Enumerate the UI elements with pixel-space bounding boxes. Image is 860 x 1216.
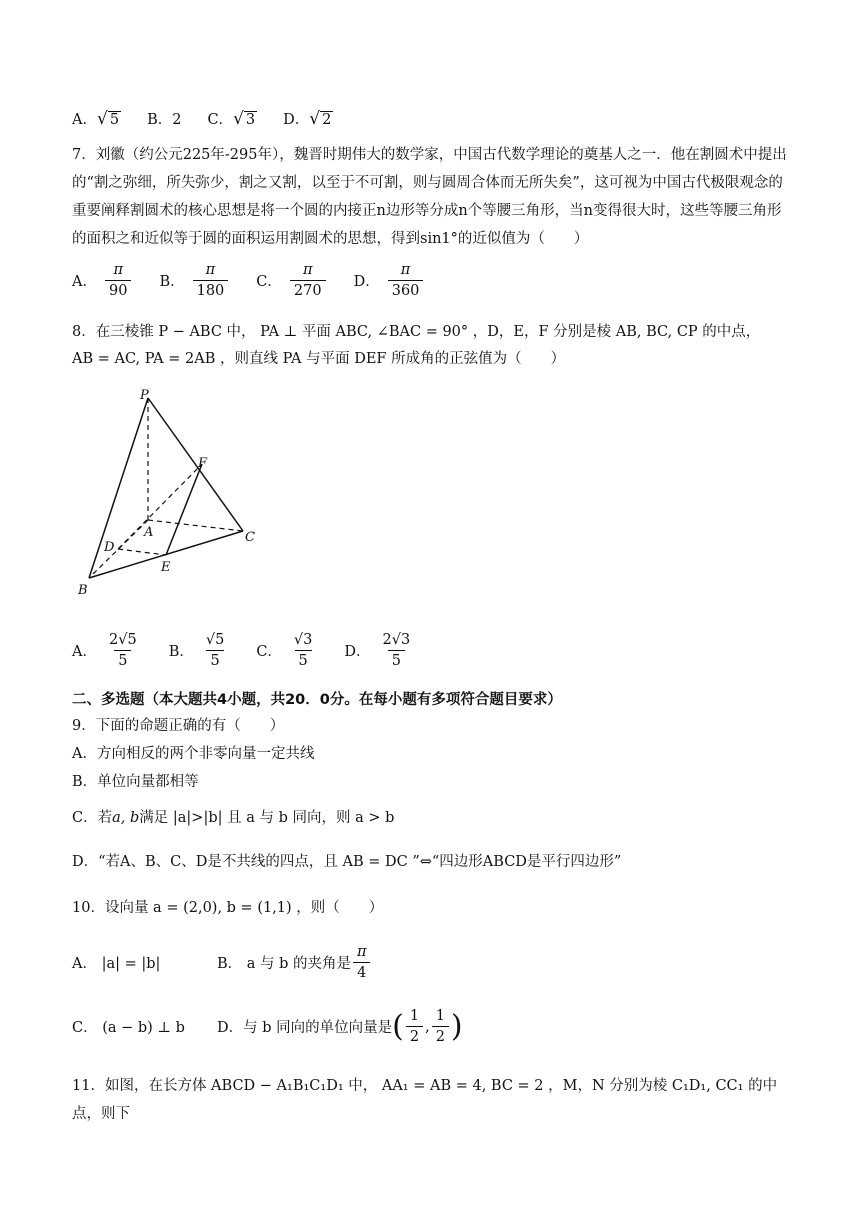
q8-option-b[interactable]: B． $\frac{√5}{5}$ <box>169 632 231 669</box>
q6-option-a[interactable]: A． √ 5 <box>72 108 120 129</box>
q9-stem: 9．下面的命题正确的有（ ） <box>72 718 285 734</box>
q8-option-d[interactable]: D． $\frac{2√3}{5}$ <box>344 632 416 669</box>
q7-options <box>72 262 451 299</box>
fraction: $\frac{1}{2}$ <box>432 1008 449 1045</box>
label-p: P <box>140 388 149 403</box>
label-e: E <box>161 560 171 575</box>
label-b: B <box>78 583 88 598</box>
q9-option-b[interactable]: B．单位向量都相等 <box>72 774 199 790</box>
sqrt-expression: √ 5 <box>96 108 120 129</box>
q11-stem: 11．如图，在长方体 ABCD − A₁B₁C₁D₁ 中， AA₁ = AB = 4, BC = 2 ，M，N 分别为棱 C₁D₁, CC₁ 的中点，则下 <box>72 1078 778 1122</box>
fraction: $\frac{1}{2}$ <box>406 1008 423 1045</box>
q8-option-a[interactable]: A． $\frac{2√5}{5}$ <box>72 632 143 669</box>
q10-row1 <box>72 944 373 981</box>
fraction: $\frac{\pi}{360}$ <box>388 262 424 299</box>
fraction: $\frac{√5}{5}$ <box>205 632 225 669</box>
section-heading: 二、多选题（本大题共4小题，共20．0分。在每小题有多项符合题目要求） <box>72 692 562 708</box>
q8-option-c[interactable]: C． $\frac{√3}{5}$ <box>256 632 318 669</box>
fraction: $\frac{\pi}{4}$ <box>353 944 371 981</box>
fraction: $\frac{√3}{5}$ <box>293 632 313 669</box>
q10-option-a[interactable]: A． |a| = |b| <box>72 956 161 972</box>
fraction: $\frac{\pi}{180}$ <box>193 262 229 299</box>
q9-option-a[interactable]: A．方向相反的两个非零向量一定共线 <box>72 746 315 762</box>
q10-option-b[interactable]: B． a 与 b 的夹角是 $\frac{\pi}{4}$ <box>217 944 373 981</box>
tetrahedron-figure <box>72 385 272 605</box>
q7-stem: 7．刘徽（约公元225年-295年），魏晋时期伟大的数学家，中国古代数学理论的奠基人之一．他在割圆术中提出的“割之弥细，所失弥少，割之又割，以至于不可割，则与圆周合体而无所失矣”，这可视为中国古代极限观念的重要阐释割圆术的核心思想是将一个圆的内接正n边形等分成n个等腰三角形，当n变得很大时，这些等腰三角形的面积之和近似等于圆的面积运用割圆术的思想，得到sin1°的近似值为（ ） <box>72 147 787 247</box>
q10-option-c[interactable]: C． (a − b) ⊥ b <box>72 1020 185 1036</box>
q9-option-d[interactable]: D．“若A、B、C、D是不共线的四点，且 AB = DC ”⇔“四边形ABCD是平行四边形” <box>72 854 622 870</box>
q7-option-c[interactable]: C． $\frac{\pi}{270}$ <box>256 262 327 299</box>
label-c: C <box>245 530 255 545</box>
sqrt-expression: √ 2 <box>309 108 332 129</box>
fraction: $\frac{2√3}{5}$ <box>382 632 411 669</box>
fraction: $\frac{2√5}{5}$ <box>108 632 137 669</box>
q6-option-c[interactable]: C． √ 3 <box>207 108 256 129</box>
q9-option-c[interactable]: C．若a, b满足 |a|>|b| 且 a 与 b 同向，则 a > b <box>72 810 395 826</box>
label-d: D <box>104 540 115 555</box>
q6-option-d[interactable]: D． √ 2 <box>283 108 332 129</box>
q7-option-d[interactable]: D． $\frac{\pi}{360}$ <box>354 262 426 299</box>
q7-option-b[interactable]: B． $\frac{\pi}{180}$ <box>159 262 230 299</box>
q8-stem-line1: 8．在三棱锥 P − ABC 中， PA ⊥ 平面 ABC, ∠BAC = 90° ，D，E，F 分别是棱 AB, BC, CP 的中点， <box>72 324 761 340</box>
fraction: $\frac{\pi}{90}$ <box>105 262 131 299</box>
label-a: A <box>144 525 154 540</box>
q7-option-a[interactable]: A． $\frac{\pi}{90}$ <box>72 262 133 299</box>
sqrt-expression: √ 3 <box>233 108 256 129</box>
q10-row2 <box>72 1008 463 1045</box>
q6-option-b[interactable]: B．2 <box>147 112 182 128</box>
q8-stem-line2: AB = AC, PA = 2AB ，则直线 PA 与平面 DEF 所成角的正弦值为（ ） <box>72 351 566 367</box>
fraction: $\frac{\pi}{270}$ <box>290 262 326 299</box>
q10-stem: 10．设向量 a = (2,0), b = (1,1) ，则（ ） <box>72 900 384 916</box>
q8-options <box>72 632 442 669</box>
q10-option-d[interactable]: D．与 b 同向的单位向量是 ( $\frac{1}{2}$ , $\frac{1}{2}$ ) <box>217 1008 463 1045</box>
label-f: F <box>198 456 208 471</box>
q6-options <box>72 108 359 129</box>
